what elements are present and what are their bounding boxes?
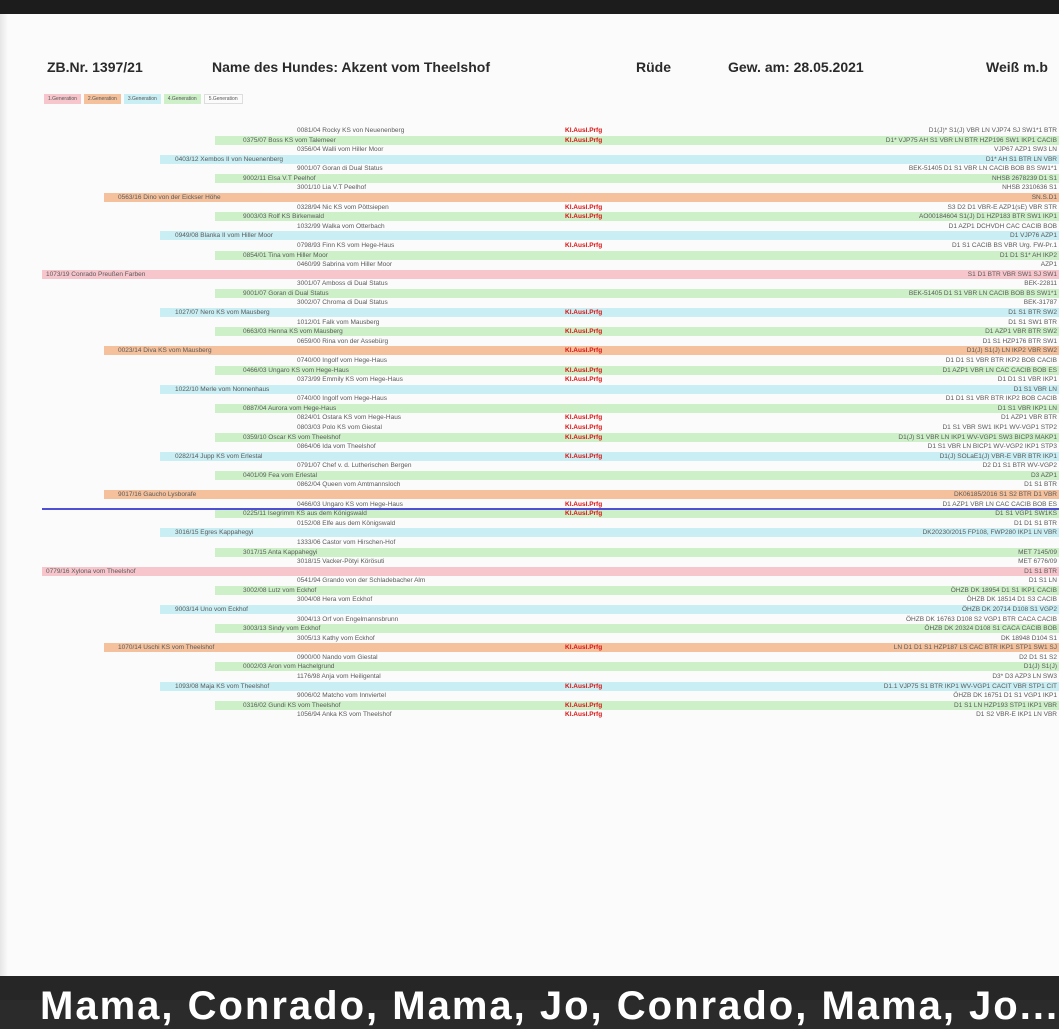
achievements-text: D1(J) SOLaE1(J) VBR-E VBR BTR IKP1 <box>939 452 1057 460</box>
exam-label: Kl.Ausl.Prfg <box>565 309 603 317</box>
dog-entry-name: 0541/94 Grando von der Schladebacher Alm <box>297 577 426 585</box>
achievements-text: NHSB 2310636 S1 <box>1002 184 1057 192</box>
pedigree-row <box>240 442 1059 451</box>
dog-entry-name: 9001/07 Goran di Dual Status <box>297 165 383 173</box>
caption-text: Mama, Conrado, Mama, Jo, Conrado, Mama, Jo... <box>40 984 1059 1028</box>
pedigree-row <box>215 701 1059 710</box>
pedigree-row <box>240 423 1059 432</box>
pedigree-row <box>104 346 1059 355</box>
achievements-text: D1 D1 S1 VBR IKP1 <box>997 376 1057 384</box>
pedigree-row <box>240 595 1059 604</box>
dog-entry-name: 3001/10 Lia V.T Peelhof <box>297 184 367 192</box>
pedigree-row <box>240 691 1059 700</box>
pedigree-row <box>240 634 1059 643</box>
achievements-text: ÖHZB DK 18954 D1 S1 IKP1 CACIB <box>950 586 1057 594</box>
pedigree-row <box>240 279 1059 288</box>
achievements-text: D1 D1 S1 VBR BTR IKP2 BOB CACIB <box>945 395 1057 403</box>
pedigree-row <box>240 519 1059 528</box>
pedigree-row <box>215 404 1059 413</box>
dog-entry-name: 0563/16 Dino von der Eickser Höhe <box>118 194 221 202</box>
achievements-text: D1 D1 S1 VBR BTR IKP2 BOB CACIB <box>945 356 1057 364</box>
achievements-text: D1 AZP1 DCHVDH CAC CACIB BOB <box>948 222 1057 230</box>
achievements-text: MET 7145/09 <box>1018 548 1057 556</box>
pedigree-sheet <box>0 14 1059 976</box>
pedigree-row <box>215 509 1059 518</box>
pedigree-row <box>240 126 1059 135</box>
achievements-text: D1* VJP75 AH S1 VBR LN BTR HZP196 SW1 IKP1 CACIB <box>885 136 1057 144</box>
exam-label: Kl.Ausl.Prfg <box>565 127 603 134</box>
dog-sex: Rüde <box>636 59 671 75</box>
dog-entry-name: 0282/14 Jupp KS vom Erlestal <box>175 452 263 460</box>
dog-entry-name: 1012/01 Falk vom Mausberg <box>297 318 380 326</box>
achievements-text: S1 D1 BTR VBR SW1 SJ SW1 <box>967 270 1057 278</box>
pedigree-row <box>160 385 1059 394</box>
pedigree-row <box>42 567 1059 576</box>
achievements-text: D1 S1 VGP1 SW1KS <box>995 510 1057 518</box>
achievements-text: SN.S.D1 <box>1031 194 1057 202</box>
pedigree-row <box>240 557 1059 566</box>
pedigree-row <box>104 490 1059 499</box>
legend-generation-4: 4.Generation <box>164 94 201 104</box>
exam-label: Kl.Ausl.Prfg <box>565 136 603 144</box>
dog-entry-name: 1056/94 Anka KS vom Theelshof <box>297 711 392 719</box>
dog-entry-name: 0225/11 Isegrimm KS aus dem Königswald <box>243 510 367 518</box>
pedigree-row <box>240 298 1059 307</box>
achievements-text: DK 18948 D104 S1 <box>1000 634 1057 642</box>
achievements-text: D1(J) S1(J) <box>1023 663 1057 671</box>
dog-entry-name: 0659/00 Rina von der Assebürg <box>297 337 389 345</box>
achievements-text: D1 S1 VBR SW1 IKP1 WV-VGP1 STP2 <box>942 423 1057 431</box>
dog-entry-name: 0023/14 Diva KS vom Mausberg <box>118 347 212 355</box>
dog-entry-name: 0466/03 Ungaro KS vom Hege-Haus <box>243 366 349 374</box>
pedigree-row <box>240 710 1059 719</box>
whelp-date: Gew. am: 28.05.2021 <box>728 59 864 75</box>
achievements-text: D1 S2 VBR-E IKP1 LN VBR <box>976 711 1057 719</box>
caption-bar <box>0 976 1059 1028</box>
achievements-text: BEK-51405 D1 S1 VBR LN CACIB BOB BS SW1*1 <box>908 289 1057 297</box>
dog-entry-name: 0791/07 Chef v. d. Lutherischen Bergen <box>297 462 412 470</box>
legend-generation-2: 2.Generation <box>84 94 121 104</box>
achievements-text: VJP67 AZP1 SW3 LN <box>994 146 1057 154</box>
pedigree-row <box>240 480 1059 489</box>
achievements-text: D1 AZP1 VBR LN CAC CACIB BOB ES <box>942 366 1057 374</box>
dog-entry-name: 3002/08 Lutz vom Eckhof <box>243 586 317 594</box>
pedigree-row <box>240 653 1059 662</box>
pedigree-row <box>240 260 1059 269</box>
exam-label: Kl.Ausl.Prfg <box>565 414 603 422</box>
top-bar <box>0 0 1059 14</box>
dog-entry-name: 0798/93 Finn KS vom Hege-Haus <box>297 241 395 249</box>
achievements-text: LN D1 D1 S1 HZP187 LS CAC BTR IKP1 STP1 SW1 SJ <box>893 644 1057 652</box>
dog-entry-name: 3002/07 Chroma di Dual Status <box>297 299 388 307</box>
achievements-text: NHSB 2678239 D1 S1 <box>991 174 1057 182</box>
pedigree-row <box>160 308 1059 317</box>
dog-entry-name: 0460/99 Sabrina vom Hiller Moor <box>297 261 393 269</box>
pedigree-row <box>215 366 1059 375</box>
exam-label: Kl.Ausl.Prfg <box>565 203 603 211</box>
dog-entry-name: 0862/04 Queen vom Amtmannsloch <box>297 481 401 489</box>
dog-entry-name: 0081/04 Rocky KS von Neuenenberg <box>297 127 405 134</box>
exam-label: Kl.Ausl.Prfg <box>565 500 603 508</box>
achievements-text: D1 S1 LN HZP193 STP1 IKP1 VBR <box>954 701 1057 709</box>
pedigree-row <box>240 461 1059 470</box>
pedigree-row <box>160 682 1059 691</box>
dog-entry-name: 0328/94 Nic KS vom Pöttsiepen <box>297 203 389 211</box>
achievements-text: D1 S1 SW1 BTR <box>1008 318 1057 326</box>
achievements-text: D1 AZP1 VBR LN CAC CACIB BOB ES <box>942 500 1057 508</box>
dog-entry-name: 9006/02 Matcho vom Innviertel <box>297 692 386 700</box>
dog-entry-name: 0401/09 Fea vom Erlestal <box>243 471 318 479</box>
dog-entry-name: 0740/00 Ingolf vom Hege-Haus <box>297 395 387 403</box>
pedigree-row <box>160 605 1059 614</box>
achievements-text: D1 AZP1 VBR BTR SW2 <box>985 328 1057 336</box>
dog-entry-name: 0375/07 Boss KS vom Talemeer <box>243 136 336 144</box>
achievements-text: ÖHZB DK 20324 D108 S1 CACA CACIB BOB <box>924 625 1057 633</box>
dog-entry-name: 3016/15 Egres Kappahegyi <box>175 529 254 537</box>
pedigree-row <box>240 145 1059 154</box>
dog-entry-name: 3004/13 Orf von Engelmannsbrunn <box>297 615 399 623</box>
pedigree-row <box>42 270 1059 279</box>
pedigree-row <box>215 471 1059 480</box>
registration-number: ZB.Nr. 1397/21 <box>47 59 143 75</box>
exam-label: Kl.Ausl.Prfg <box>565 510 603 518</box>
achievements-text: BEK-22811 <box>1024 280 1057 288</box>
pedigree-row <box>215 624 1059 633</box>
exam-label: Kl.Ausl.Prfg <box>565 366 603 374</box>
exam-label: Kl.Ausl.Prfg <box>565 682 603 690</box>
dog-entry-name: 1176/98 Anja vom Heiligental <box>297 673 381 681</box>
achievements-text: D1 S1 VBR LN BICP1 WV-VGP2 IKP1 STP3 <box>927 443 1057 451</box>
pedigree-row <box>160 231 1059 240</box>
exam-label: Kl.Ausl.Prfg <box>565 701 603 709</box>
dog-entry-name: 9003/14 Uno vom Eckhof <box>175 606 248 613</box>
pedigree-row <box>240 203 1059 212</box>
achievements-text: D1 AZP1 VBR BTR <box>1001 414 1057 422</box>
achievements-text: D1 D1 S1 BTR <box>1014 519 1057 527</box>
dog-entry-name: 0824/01 Ostara KS vom Hege-Haus <box>297 414 402 422</box>
pedigree-row <box>240 222 1059 231</box>
page-edge-shadow <box>0 14 8 976</box>
dog-entry-name: 0900/00 Nando vom Giestal <box>297 653 378 661</box>
achievements-text: D1(J) S1 VBR LN IKP1 WV-VGP1 SW3 BICP3 MAKP1 <box>898 433 1057 441</box>
achievements-text: D1 S1 LN <box>1028 577 1057 585</box>
exam-label: Kl.Ausl.Prfg <box>565 711 603 719</box>
pedigree-row <box>240 183 1059 192</box>
pedigree-row <box>240 576 1059 585</box>
achievements-text: D1.1 VJP75 S1 BTR IKP1 WV-VGP1 CACIT VBR STP1 CIT <box>883 682 1057 690</box>
dog-entry-name: 0864/06 Ida vom Theelshof <box>297 443 376 451</box>
dog-entry-name: 1032/99 Walka vom Otterbach <box>297 222 385 230</box>
achievements-text: S3 D2 D1 VBR-E AZP1(sE) VBR STR <box>947 203 1057 211</box>
dog-entry-name: 0373/99 Emmily KS vom Hege-Haus <box>297 376 403 384</box>
dog-entry-name: 0359/10 Oscar KS vom Theelshof <box>243 433 341 441</box>
dog-entry-name: 9003/03 Rolf KS Birkenwald <box>243 213 324 221</box>
pedigree-row <box>215 662 1059 671</box>
dog-entry-name: 1093/08 Maja KS vom Theelshof <box>175 682 270 690</box>
dog-entry-name: 0356/04 Walli vom Hiller Moor <box>297 146 384 154</box>
pedigree-row <box>215 327 1059 336</box>
pedigree-row <box>240 672 1059 681</box>
pedigree-row <box>215 289 1059 298</box>
dog-entry-name: 3017/15 Anta Kappahegyi <box>243 548 318 556</box>
exam-label: Kl.Ausl.Prfg <box>565 213 603 221</box>
pedigree-row <box>215 586 1059 595</box>
achievements-text: D1(J) S1(J) LN IKP2 VBR SW2 <box>966 347 1057 355</box>
legend-generation-1: 1.Generation <box>44 94 81 104</box>
legend-generation-3: 3.Generation <box>124 94 161 104</box>
achievements-text: D1 S1 BTR <box>1024 567 1057 575</box>
achievements-text: D1* AH S1 BTR LN VBR <box>985 155 1057 163</box>
dog-entry-name: 0403/12 Xembos II von Neuenenberg <box>175 155 284 163</box>
pedigree-row <box>240 615 1059 624</box>
pedigree-row <box>240 394 1059 403</box>
achievements-text: D2 D1 S1 S2 <box>1019 653 1057 661</box>
pedigree-row <box>240 413 1059 422</box>
dog-entry-name: 0740/00 Ingolf vom Hege-Haus <box>297 356 387 364</box>
achievements-text: AZP1 <box>1040 261 1057 269</box>
dog-entry-name: 1070/14 Uschi KS vom Theelshof <box>118 644 215 652</box>
pedigree-row <box>104 643 1059 652</box>
dog-entry-name: 1027/07 Nero KS vom Mausberg <box>175 309 270 317</box>
achievements-text: DK20230/2015 FP108, FWP280 IKP1 LN VBR <box>922 529 1057 537</box>
dog-entry-name: 3003/13 Sindy vom Eckhof <box>243 625 321 633</box>
legend-generation-5: 5.Generation <box>204 94 243 104</box>
pedigree-row <box>240 356 1059 365</box>
achievements-text: D1 VJP76 AZP1 <box>1010 232 1057 240</box>
dog-entry-name: 0887/04 Aurora vom Hege-Haus <box>243 404 337 412</box>
dog-entry-name: 3018/15 Vacker-Pötyi Körösuti <box>297 558 385 566</box>
achievements-text: D3 AZP1 <box>1030 471 1057 479</box>
achievements-text: D1 S1 HZP176 BTR SW1 <box>982 337 1057 345</box>
achievements-text: D2 D1 S1 BTR WV-VGP2 <box>982 462 1057 470</box>
dog-entry-name: 3004/08 Hera vom Eckhof <box>297 596 373 604</box>
achievements-text: ÖHZB DK 16751 D1 S1 VGP1 IKP1 <box>953 692 1057 700</box>
exam-label: Kl.Ausl.Prfg <box>565 347 603 355</box>
achievements-text: MET 6776/09 <box>1018 558 1057 566</box>
achievements-text: ÖHZB DK 16763 D108 S2 VGP1 BTR CACA CACIB <box>905 615 1057 623</box>
dog-entry-name: 9001/07 Goran di Dual Status <box>243 289 329 297</box>
pedigree-row <box>160 528 1059 537</box>
dog-entry-name: 0152/08 Elfe aus dem Königswald <box>297 519 396 527</box>
dog-name: Name des Hundes: Akzent vom Theelshof <box>212 59 490 75</box>
pedigree-row <box>215 548 1059 557</box>
exam-label: Kl.Ausl.Prfg <box>565 241 603 249</box>
dog-entry-name: 1073/19 Conrado Preußen Farben <box>46 270 146 278</box>
dog-entry-name: 0316/02 Gundi KS vom Theelshof <box>243 701 341 709</box>
pedigree-row <box>215 174 1059 183</box>
exam-label: Kl.Ausl.Prfg <box>565 328 603 336</box>
achievements-text: D1 S1 VBR LN <box>1013 385 1057 393</box>
achievements-text: D1 S1 CACIB BS VBR Urg. FW-Pr.1 <box>952 241 1057 249</box>
dog-entry-name: 3001/07 Amboss di Dual Status <box>297 280 388 288</box>
exam-label: Kl.Ausl.Prfg <box>565 433 603 441</box>
exam-label: Kl.Ausl.Prfg <box>565 452 603 460</box>
dog-entry-name: 0002/03 Aron vom Hachelgrund <box>243 663 335 671</box>
pedigree-row <box>160 452 1059 461</box>
exam-label: Kl.Ausl.Prfg <box>565 423 603 431</box>
dog-entry-name: 0779/16 Xylona vom Theelshof <box>46 567 136 575</box>
pedigree-row <box>240 164 1059 173</box>
dog-entry-name: 0949/08 Blanka II vom Hiller Moor <box>175 232 273 240</box>
pedigree-row <box>215 433 1059 442</box>
pedigree-row <box>240 375 1059 384</box>
generation-legend <box>44 94 243 104</box>
achievements-text: D1 S1 VBR IKP1 LN <box>997 404 1057 412</box>
exam-label: Kl.Ausl.Prfg <box>565 376 603 384</box>
dog-entry-name: 0803/03 Polo KS vom Giestal <box>297 423 382 431</box>
achievements-text: D1 S1 BTR SW2 <box>1008 309 1057 317</box>
pedigree-row <box>215 212 1059 221</box>
dog-color: Weiß m.b <box>986 59 1048 75</box>
pedigree-row <box>240 538 1059 547</box>
dog-entry-name: 9002/11 Elsa V.T Peelhof <box>243 174 316 182</box>
achievements-text: D3* D3 AZP3 LN SW3 <box>992 673 1057 681</box>
achievements-text: DK06185/2016 S1 S2 BTR D1 VBR <box>954 491 1057 499</box>
dog-entry-name: 1022/10 Merle vom Nonnenhaus <box>175 385 270 393</box>
dog-entry-name: 9017/16 Gaucho Lysborafe <box>118 491 197 499</box>
achievements-text: D1(J)* S1(J) VBR LN VJP74 SJ SW1*1 BTR <box>928 127 1057 134</box>
achievements-text: D1 D1 S1* AH IKP2 <box>999 251 1057 259</box>
dog-entry-name: 3005/13 Kathy vom Eckhof <box>297 634 375 642</box>
pedigree-row <box>215 136 1059 145</box>
pedigree-row <box>104 193 1059 202</box>
pedigree-row <box>160 155 1059 164</box>
achievements-text: BEK-51405 D1 S1 VBR LN CACIB BOB BS SW1*1 <box>908 165 1057 173</box>
dog-entry-name: 0466/03 Ungaro KS vom Hege-Haus <box>297 500 403 508</box>
pedigree-row <box>240 241 1059 250</box>
achievements-text: ÖHZB DK 18514 D1 S3 CACIB <box>966 596 1057 604</box>
achievements-text: D1 S1 BTR <box>1024 481 1057 489</box>
achievements-text: ÖHZB DK 20714 D108 S1 VGP2 <box>961 606 1057 613</box>
dog-entry-name: 0854/01 Tina vom Hiller Moor <box>243 251 328 259</box>
pedigree-row <box>240 337 1059 346</box>
pedigree-row <box>215 251 1059 260</box>
dog-entry-name: 1333/06 Castor vom Hirschen-Hof <box>297 538 396 546</box>
achievements-text: BEK-31787 <box>1023 299 1057 307</box>
achievements-text: AO00184604 S1(J) D1 HZP183 BTR SW1 IKP1 <box>918 213 1057 221</box>
marker-line <box>42 508 1059 510</box>
exam-label: Kl.Ausl.Prfg <box>565 644 603 652</box>
pedigree-row <box>240 318 1059 327</box>
dog-entry-name: 0663/03 Henna KS vom Mausberg <box>243 328 343 336</box>
